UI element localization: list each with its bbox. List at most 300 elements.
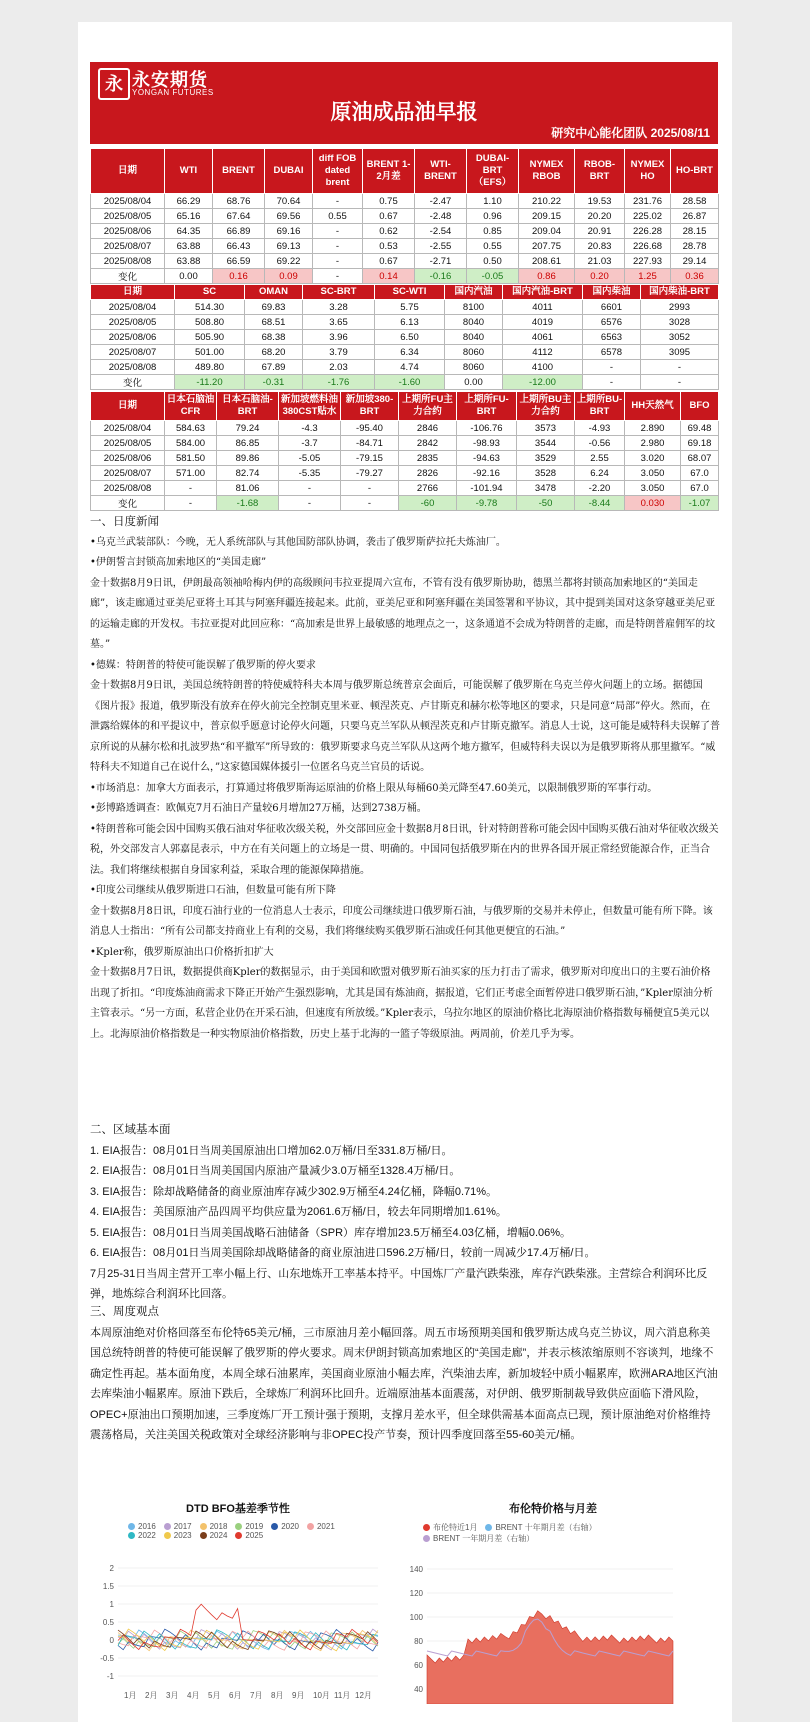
table-cell: 8040	[445, 315, 503, 330]
table-cell: 68.51	[245, 315, 303, 330]
table-cell: 2993	[641, 300, 719, 315]
region-section-title: 二、区域基本面	[90, 1124, 171, 1136]
table-cell: 64.35	[165, 224, 213, 239]
brent-price-chart	[403, 1500, 703, 1710]
x-tick-label: 9月	[292, 1691, 305, 1700]
table-row	[91, 300, 719, 315]
table-cell: 6.13	[375, 315, 445, 330]
table-cell: 2826	[399, 466, 457, 481]
table-cell: 26.87	[671, 209, 719, 224]
table-cell: -106.76	[457, 421, 517, 436]
legend-label: 2017	[173, 1522, 192, 1531]
change-cell: 1.25	[625, 269, 671, 284]
table-cell: 89.86	[217, 451, 279, 466]
table-cell: 20.91	[575, 224, 625, 239]
legend-label: 2023	[173, 1531, 192, 1540]
table-cell: 3.96	[303, 330, 375, 345]
legend-label: BRENT 一年期月差（右轴）	[433, 1534, 535, 1543]
table-cell: 19.53	[575, 194, 625, 209]
logo-subtext: YONGAN FUTURES	[132, 88, 214, 97]
table-cell: 66.89	[213, 224, 265, 239]
table-cell: 571.00	[165, 466, 217, 481]
table-cell: -3.7	[279, 436, 341, 451]
table-cell: 2025/08/08	[91, 360, 175, 375]
table-row	[91, 330, 719, 345]
table-cell: -2.47	[415, 194, 467, 209]
legend-item	[271, 1522, 299, 1531]
legend-swatch-icon	[307, 1523, 314, 1530]
change-cell: -50	[517, 496, 575, 511]
table-cell: 2025/08/07	[91, 466, 165, 481]
table-cell: 2.980	[625, 436, 681, 451]
x-tick-label: 4月	[187, 1691, 200, 1700]
legend-label: 2024	[209, 1531, 228, 1540]
table-cell: 208.61	[519, 254, 575, 269]
table-cell: 68.20	[245, 345, 303, 360]
table-cell: 8060	[445, 360, 503, 375]
column-header: BRENT	[213, 149, 265, 194]
table-cell: 2025/08/04	[91, 300, 175, 315]
table-cell: -92.16	[457, 466, 517, 481]
brent-area	[427, 1611, 673, 1704]
y-tick-label: 0.5	[102, 1618, 114, 1627]
table-cell: 2842	[399, 436, 457, 451]
logo-text: 永安期货	[132, 70, 208, 90]
column-header: NYMEX HO	[625, 149, 671, 194]
table-cell: 0.55	[467, 239, 519, 254]
region-section	[90, 1120, 720, 1305]
table-cell: 0.53	[363, 239, 415, 254]
table-cell: 6563	[583, 330, 641, 345]
news-paragraph: 金十数据8月8日讯，印度石油行业的一位消息人士表示，印度公司继续进口俄罗斯石油，与俄罗斯的交易并未停止，但数量可能有所下降。该消息人士指出：“所有公司都支持商业上有利的交易，我们将继续购买俄罗斯石油或任何其他更便宜的石油。”	[90, 905, 713, 937]
table-cell: 231.76	[625, 194, 671, 209]
table-cell: 3573	[517, 421, 575, 436]
column-header: 新加坡燃料油380CST贴水	[279, 392, 341, 421]
table-cell: 68.38	[245, 330, 303, 345]
chart2-plot	[403, 1544, 703, 1704]
table-cell: -2.54	[415, 224, 467, 239]
table-cell: 4100	[503, 360, 583, 375]
table-cell: 69.13	[265, 239, 313, 254]
y-tick-label: 2	[109, 1564, 114, 1573]
table-cell: 3529	[517, 451, 575, 466]
column-header: 上期所BU主力合约	[517, 392, 575, 421]
x-tick-label: 5月	[208, 1691, 221, 1700]
change-cell: 变化	[91, 375, 175, 390]
table-cell: 68.76	[213, 194, 265, 209]
table-cell: 6.50	[375, 330, 445, 345]
legend-item	[128, 1522, 156, 1531]
table-cell: -79.15	[341, 451, 399, 466]
table-cell: 6601	[583, 300, 641, 315]
table-cell: 28.58	[671, 194, 719, 209]
chart2-legend	[403, 1522, 683, 1544]
table-cell: 2025/08/04	[91, 194, 165, 209]
table-cell: 4061	[503, 330, 583, 345]
chart2-title: 布伦特价格与月差	[509, 1503, 597, 1515]
table-cell: -2.48	[415, 209, 467, 224]
column-header: BFO	[681, 392, 719, 421]
column-header: BRENT 1-2月差	[363, 149, 415, 194]
y-tick-label: -1	[106, 1672, 114, 1681]
column-header: 日期	[91, 149, 165, 194]
table-cell: 86.85	[217, 436, 279, 451]
region-item: 6. EIA报告：08月01日当周美国除却战略储备的商业原油进口596.2万桶/日，较前一周减少17.4万桶/日。	[90, 1247, 596, 1259]
table-cell: 69.16	[265, 224, 313, 239]
table-row	[91, 481, 719, 496]
table-cell: 4112	[503, 345, 583, 360]
legend-label: 2021	[316, 1522, 335, 1531]
legend-label: BRENT 十年期月差（右轴）	[495, 1523, 597, 1532]
report-header	[90, 62, 718, 144]
table-row	[91, 466, 719, 481]
column-header: HO-BRT	[671, 149, 719, 194]
table-cell: 2025/08/07	[91, 345, 175, 360]
table-cell: -2.20	[575, 481, 625, 496]
table-cell: -	[279, 481, 341, 496]
table-row	[91, 239, 719, 254]
y-tick-label: 1	[109, 1600, 114, 1609]
change-cell: 0.20	[575, 269, 625, 284]
table-row	[91, 436, 719, 451]
column-header: WTI-BRENT	[415, 149, 467, 194]
legend-swatch-icon	[485, 1524, 492, 1531]
table-cell: -101.94	[457, 481, 517, 496]
news-paragraph: 金十数据8月9日讯，伊朗最高领袖哈梅内伊的高级顾问韦拉亚提周六宣布，不管有没有俄罗斯协助，德黑兰都将封锁高加索地区的“美国走廊”，该走廊通过亚美尼亚将土耳其与阿塞拜疆连接起来。此前，亚美尼亚和阿塞拜疆在美国签署和平协议，其中提到美国对这条穿越亚美尼亚的运输走廊的开发权。韦拉亚提对此回应称：“高加索是世界上最敏感的地理点之一，这条通道不会成为特朗普的走廊，而是特朗普雇佣军的坟墓。”	[90, 577, 716, 650]
yongan-logo-icon: 永	[98, 68, 130, 100]
table-cell: 2025/08/08	[91, 481, 165, 496]
table-cell: 1.10	[467, 194, 519, 209]
chart1-plot	[88, 1540, 388, 1700]
x-tick-label: 6月	[229, 1691, 242, 1700]
table-cell: 514.30	[175, 300, 245, 315]
table-cell: 207.75	[519, 239, 575, 254]
y-tick-label: 1.5	[102, 1582, 114, 1591]
table-cell: 584.00	[165, 436, 217, 451]
change-cell: 0.36	[671, 269, 719, 284]
table-cell: 226.68	[625, 239, 671, 254]
change-cell: -	[341, 496, 399, 511]
y-tick-label: -0.5	[100, 1654, 114, 1663]
table-row	[91, 209, 719, 224]
legend-swatch-icon	[128, 1523, 135, 1530]
table-cell: 81.06	[217, 481, 279, 496]
chart1-legend	[88, 1522, 358, 1540]
change-row	[91, 375, 719, 390]
y-tick-label: 80	[414, 1637, 423, 1646]
table-cell: -2.55	[415, 239, 467, 254]
legend-item	[164, 1522, 192, 1531]
y-tick-label: 140	[409, 1565, 423, 1574]
legend-swatch-icon	[200, 1523, 207, 1530]
change-cell: -	[313, 269, 363, 284]
change-row	[91, 269, 719, 284]
column-header: SC-BRT	[303, 285, 375, 300]
column-header: NYMEX RBOB	[519, 149, 575, 194]
view-text: 本周原油绝对价格回落至布伦特65美元/桶，三市原油月差小幅回落。周五市场预期美国和俄罗斯达成乌克兰协议，周六消息称美国总统特朗普的特使可能误解了俄罗斯的停火要求。周末伊朗封锁高加索地区的“美国走廊”，并表示核浓缩原则不容谈判，地缘不确定性再起。基本面角度，本周全球石油累库，美国商业原油小幅去库，汽柴油去库，新加坡轻中质小幅累库，欧洲ARA地区汽油去库柴油小幅累库。原油下跌后，全球炼厂利润环比回升。近端原油基本面震荡，对伊朗、俄罗斯制裁导致供应面临下滑风险，OPEC+原油出口预期加速，三季度炼厂开工预计强于预期，支撑月差水平，但全球供需基本面高点已现，预计原油绝对价格维持震荡格局，关注美国关税政策对全球经济影响与非OPEC投产节奏，预计四季度回落至55-60美元/桶。	[90, 1326, 718, 1441]
table-cell: 3.79	[303, 345, 375, 360]
table-cell: 3478	[517, 481, 575, 496]
legend-label: 2016	[138, 1522, 156, 1531]
table-row	[91, 224, 719, 239]
change-cell: 0.00	[165, 269, 213, 284]
news-paragraph: •彭博路透调查：欧佩克7月石油日产量较6月增加27万桶，达到2738万桶。	[90, 803, 427, 814]
table-cell: -	[313, 224, 363, 239]
table-row	[91, 315, 719, 330]
legend-item	[164, 1531, 192, 1540]
table-cell: 2025/08/04	[91, 421, 165, 436]
change-cell: -0.16	[415, 269, 467, 284]
column-header: OMAN	[245, 285, 303, 300]
table-cell: 69.83	[245, 300, 303, 315]
legend-swatch-icon	[271, 1523, 278, 1530]
table-cell: 3528	[517, 466, 575, 481]
change-cell: -	[165, 496, 217, 511]
table-cell: -	[313, 194, 363, 209]
column-header: DUBAI-BRT（EFS）	[467, 149, 519, 194]
table-cell: 67.0	[681, 481, 719, 496]
news-paragraph: •市场消息：加拿大方面表示，打算通过将俄罗斯海运原油的价格上限从每桶60美元降至47.60美元，以限制俄罗斯的军事行动。	[90, 782, 658, 794]
legend-label: 2020	[281, 1522, 299, 1531]
table-cell: 2025/08/06	[91, 330, 175, 345]
news-paragraph: 金十数据8月9日讯，美国总统特朗普的特使威特科夫本周与俄罗斯总统普京会面后，可能误解了俄罗斯在乌克兰停火问题上的立场。据德国《图片报》报道，俄罗斯没有放弃在停火前完全控制克里米亚、顿涅茨克、卢甘斯克和赫尔松等地区的要求，只是同意“局部”停火。然而，在泄露给媒体的和平提议中，普京似乎愿意讨论停火问题，只要乌克兰军队从顿涅茨克和卢甘斯克撤军。消息人士说，这可能是威特科夫误解了普京所说的从赫尔松和扎波罗热“和平撤军”所导致的：俄罗斯要求乌克兰军队从这两个地方撤军，但威特科夫误以为是俄罗斯将从那里撤军。“威特科夫不知道自己在说什么，”这家德国媒体援引一位匿名乌克兰官员的话说。	[90, 680, 720, 773]
x-tick-label: 11月	[334, 1691, 351, 1700]
legend-label: 布伦特近1月	[433, 1523, 478, 1532]
table-cell: 0.75	[363, 194, 415, 209]
change-cell: 变化	[91, 269, 165, 284]
column-header: 上期所FU主力合约	[399, 392, 457, 421]
table-cell: 8040	[445, 330, 503, 345]
change-cell: 0.86	[519, 269, 575, 284]
table-cell: -5.35	[279, 466, 341, 481]
table-cell: 66.59	[213, 254, 265, 269]
change-row	[91, 496, 719, 511]
table-cell: 209.15	[519, 209, 575, 224]
column-header: RBOB-BRT	[575, 149, 625, 194]
table-cell: 6576	[583, 315, 641, 330]
news-paragraph: •乌克兰武装部队：今晚，无人系统部队与其他国防部队协调，袭击了俄罗斯萨拉托夫炼油厂。	[90, 536, 506, 548]
table-cell: 3.020	[625, 451, 681, 466]
region-item: 5. EIA报告：08月01日当周美国战略石油储备（SPR）库存增加23.5万桶至4.03亿桶，增幅0.06%。	[90, 1226, 572, 1239]
table-cell: 489.80	[175, 360, 245, 375]
table-cell: 227.93	[625, 254, 671, 269]
table-cell: 66.43	[213, 239, 265, 254]
table-cell: 2835	[399, 451, 457, 466]
news-paragraph: •伊朗誓言封锁高加索地区的“美国走廊”	[90, 557, 267, 568]
region-items	[90, 1141, 720, 1305]
column-header: 上期所FU-BRT	[457, 392, 517, 421]
table-cell: 508.80	[175, 315, 245, 330]
table-cell: 28.78	[671, 239, 719, 254]
chart1-title: DTD BFO基差季节性	[186, 1503, 290, 1515]
table-cell: 2766	[399, 481, 457, 496]
table-cell: 0.67	[363, 209, 415, 224]
column-header: 日期	[91, 392, 165, 421]
legend-label: 2025	[245, 1531, 264, 1540]
table-cell: 3052	[641, 330, 719, 345]
y-tick-label: 60	[414, 1661, 423, 1670]
report-title: 原油成品油早报	[330, 101, 478, 124]
change-cell: 变化	[91, 496, 165, 511]
change-cell: -	[641, 375, 719, 390]
table-cell: -	[313, 254, 363, 269]
table-cell: 29.14	[671, 254, 719, 269]
region-item: 2. EIA报告：08月01日当周美国国内原油产量减少3.0万桶至1328.4万桶/日。	[90, 1165, 461, 1177]
x-tick-label: 10月	[313, 1691, 330, 1700]
news-paragraph: •Kpler称，俄罗斯原油出口价格折扣扩大	[90, 946, 274, 958]
table-cell: 3028	[641, 315, 719, 330]
table-cell: -94.63	[457, 451, 517, 466]
news-paragraphs	[90, 533, 720, 1046]
table-cell: 20.20	[575, 209, 625, 224]
column-header: diff FOB dated brent	[313, 149, 363, 194]
table-cell: 3.28	[303, 300, 375, 315]
table-row	[91, 451, 719, 466]
table-cell: 225.02	[625, 209, 671, 224]
table-cell: 2025/08/07	[91, 239, 165, 254]
column-header: 国内汽油	[445, 285, 503, 300]
table-cell: 0.50	[467, 254, 519, 269]
table-cell: -	[583, 360, 641, 375]
table-cell: 69.56	[265, 209, 313, 224]
table-cell: 3544	[517, 436, 575, 451]
table-cell: 501.00	[175, 345, 245, 360]
table-cell: 6.34	[375, 345, 445, 360]
change-cell: 0.00	[445, 375, 503, 390]
news-paragraph: •德媒：特朗普的特使可能误解了俄罗斯的停火要求	[90, 659, 316, 671]
change-cell: -	[583, 375, 641, 390]
column-header: WTI	[165, 149, 213, 194]
change-cell: -8.44	[575, 496, 625, 511]
table-cell: 2025/08/05	[91, 315, 175, 330]
column-header: 国内柴油	[583, 285, 641, 300]
news-paragraph: 金十数据8月7日讯，数据提供商Kpler的数据显示，由于美国和欧盟对俄罗斯石油买家的压力打击了需求，俄罗斯对印度出口的主要石油价格出现了折扣。“印度炼油商需求下降正开始产生强烈影响，尤其是国有炼油商，据报道，它们正考虑全面暂停进口俄罗斯石油，”Kpler原油分析主管表示。“另一方面，私营企业仍在开采石油，但速度有所放缓。”Kpler表示，乌拉尔地区的原油价格比北海原油价格指数每桶便宜5美元以上。北海原油价格指数是一种实物原油价格指数，历史上基于北海的一篮子等级原油。两周前，价差几乎为零。	[90, 967, 713, 1040]
legend-item	[200, 1522, 228, 1531]
news-paragraph: •特朗普称可能会因中国购买俄石油对华征收次级关税，外交部回应金十数据8月8日讯，针对特朗普称可能会因中国购买俄石油对华征收次级关税，外交部发言人郭嘉昆表示，中方在有关问题上的立场是一贯、明确的。中国同包括俄罗斯在内的世界各国开展正常经贸能源合作，正当合法。我们将继续根据自身国家利益，采取合理的能源保障措施。	[90, 823, 719, 876]
table-cell: 3.050	[625, 481, 681, 496]
table-cell: 67.0	[681, 466, 719, 481]
legend-swatch-icon	[164, 1523, 171, 1530]
legend-item	[200, 1531, 228, 1540]
column-header: 新加坡380-BRT	[341, 392, 399, 421]
change-cell: -1.68	[217, 496, 279, 511]
table-cell: 2025/08/06	[91, 224, 165, 239]
table-cell: 584.63	[165, 421, 217, 436]
change-cell: -1.60	[375, 375, 445, 390]
table-cell: 581.50	[165, 451, 217, 466]
table-cell: 4.74	[375, 360, 445, 375]
table-row	[91, 360, 719, 375]
x-tick-label: 2月	[145, 1691, 158, 1700]
table-cell: 3.050	[625, 466, 681, 481]
table-row	[91, 345, 719, 360]
y-tick-label: 100	[409, 1613, 423, 1622]
x-tick-label: 12月	[355, 1691, 372, 1700]
table-cell: 2025/08/05	[91, 436, 165, 451]
change-cell: -12.00	[503, 375, 583, 390]
x-tick-label: 3月	[166, 1691, 179, 1700]
table-cell: 70.64	[265, 194, 313, 209]
x-tick-label: 8月	[271, 1691, 284, 1700]
crude-price-table	[90, 148, 719, 284]
change-cell: -0.31	[245, 375, 303, 390]
weekly-view-section	[90, 1302, 720, 1446]
table-cell: 2025/08/05	[91, 209, 165, 224]
bfo-basis-chart	[88, 1500, 388, 1710]
region-item: 1. EIA报告：08月01日当周美国原油出口增加62.0万桶/日至331.8万桶/日。	[90, 1144, 453, 1157]
table-cell: 209.04	[519, 224, 575, 239]
legend-item	[423, 1533, 534, 1544]
table-cell: 505.90	[175, 330, 245, 345]
legend-swatch-icon	[164, 1532, 171, 1539]
change-cell: 0.030	[625, 496, 681, 511]
table-row	[91, 254, 719, 269]
legend-item	[128, 1531, 156, 1540]
table-cell: 0.55	[313, 209, 363, 224]
table-cell: 4019	[503, 315, 583, 330]
legend-item	[307, 1522, 335, 1531]
x-tick-label: 1月	[124, 1691, 137, 1700]
legend-label: 2019	[245, 1522, 264, 1531]
region-item: 7月25-31日当周主营开工率小幅上行、山东地炼开工率基本持平。中国炼厂产量汽跌柴涨，库存汽跌柴涨。主营综合利润环比反弹，地炼综合利润环比回落。	[90, 1267, 708, 1300]
legend-swatch-icon	[128, 1532, 135, 1539]
table-cell: 69.18	[681, 436, 719, 451]
change-cell: -9.78	[457, 496, 517, 511]
sc-domestic-table	[90, 284, 719, 390]
table-cell: -	[641, 360, 719, 375]
change-cell: -60	[399, 496, 457, 511]
table-cell: -	[165, 481, 217, 496]
region-item: 3. EIA报告：除却战略储备的商业原油库存减少302.9万桶至4.24亿桶，降幅0.71%。	[90, 1185, 498, 1198]
table-cell: 2.890	[625, 421, 681, 436]
table-cell: 65.16	[165, 209, 213, 224]
legend-swatch-icon	[235, 1523, 242, 1530]
change-cell: 0.14	[363, 269, 415, 284]
table-cell: 2025/08/08	[91, 254, 165, 269]
change-cell: -1.07	[681, 496, 719, 511]
legend-swatch-icon	[235, 1532, 242, 1539]
table-cell: 67.64	[213, 209, 265, 224]
column-header: SC-WTI	[375, 285, 445, 300]
table-cell: -	[341, 481, 399, 496]
table-cell: 0.96	[467, 209, 519, 224]
legend-label: 2022	[138, 1531, 156, 1540]
column-header: DUBAI	[265, 149, 313, 194]
table-cell: 210.22	[519, 194, 575, 209]
legend-item	[423, 1522, 477, 1533]
column-header: HH天然气	[625, 392, 681, 421]
table-cell: -	[313, 239, 363, 254]
y-tick-label: 40	[414, 1685, 423, 1694]
table-cell: -4.93	[575, 421, 625, 436]
change-cell: -	[279, 496, 341, 511]
y-tick-label: 0	[109, 1636, 114, 1645]
table-row	[91, 421, 719, 436]
naphtha-fuel-table	[90, 391, 719, 511]
legend-swatch-icon	[423, 1535, 430, 1542]
legend-swatch-icon	[200, 1532, 207, 1539]
table-cell: 79.24	[217, 421, 279, 436]
table-cell: 8060	[445, 345, 503, 360]
legend-label: 2018	[209, 1522, 228, 1531]
table-cell: 8100	[445, 300, 503, 315]
table-cell: 6578	[583, 345, 641, 360]
table-cell: 63.88	[165, 254, 213, 269]
column-header: 日本石脑油-BRT	[217, 392, 279, 421]
table-cell: 67.89	[245, 360, 303, 375]
table-cell: -98.93	[457, 436, 517, 451]
change-cell: 0.09	[265, 269, 313, 284]
